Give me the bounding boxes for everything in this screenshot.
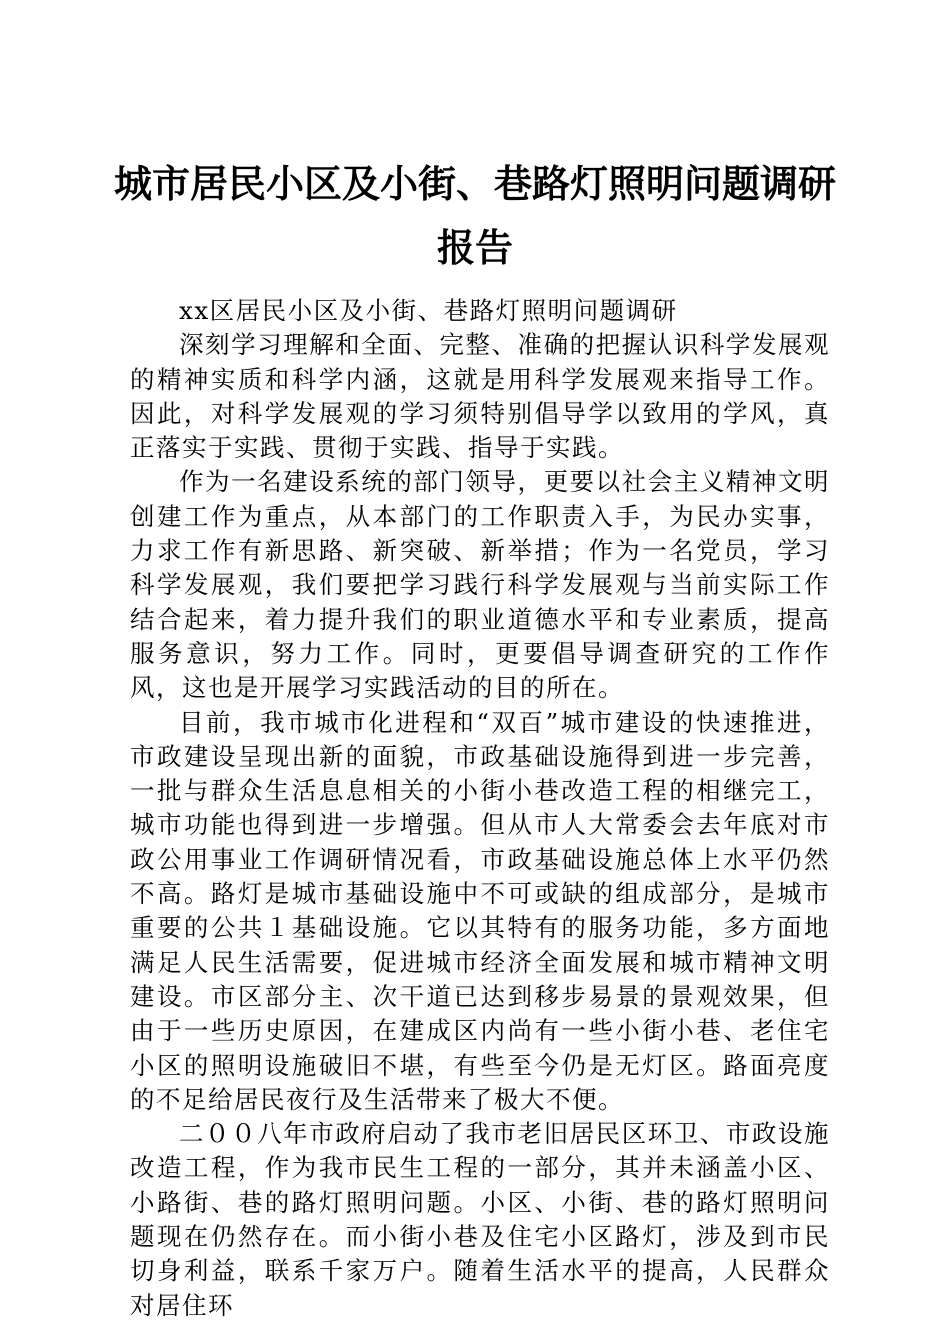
body-paragraph: 作为一名建设系统的部门领导，更要以社会主义精神文明创建工作为重点，从本部门的工作职责入手，为民办实事，力求工作有新思路、新突破、新举措；作为一名党员，学习科学发展观，我们要把学习践行科学发展观与当前实际工作结合起来，着力提升我们的职业道德水平和专业素质，提高服务意识，努力工作。同时，更要倡导调查研究的工作作风，这也是开展学习实践活动的目的所在。: [130, 467, 830, 703]
body-paragraph: 目前，我市城市化进程和“双百”城市建设的快速推进，市政建设呈现出新的面貌，市政基础设施得到进一步完善，一批与群众生活息息相关的小街小巷改造工程的相继完工，城市功能也得到进一步增强。但从市人大常委会去年底对市政公用事业工作调研情况看，市政基础设施总体上水平仍然不高。路灯是城市基础设施中不可或缺的组成部分，是城市重要的公共１基础设施。它以其特有的服务功能，多方面地满足人民生活需要，促进城市经济全面发展和城市精神文明建设。市区部分主、次干道已达到移步易景的景观效果，但由于一些历史原因，在建成区内尚有一些小街小巷、老住宅小区的照明设施破旧不堪，有些至今仍是无灯区。路面亮度的不足给居民夜行及生活带来了极大不便。: [130, 707, 830, 1114]
body-paragraph: 二００八年市政府启动了我市老旧居民区环卫、市政设施改造工程，作为我市民生工程的一部分，其并未涵盖小区、小路街、巷的路灯照明问题。小区、小街、巷的路灯照明问题现在仍然存在。而小街小巷及住宅小区路灯，涉及到市民切身利益，联系千家万户。随着生活水平的提高，人民群众对居住环: [130, 1119, 830, 1320]
document-body: [130, 294, 830, 1323]
body-paragraph: 深刻学习理解和全面、完整、准确的把握认识科学发展观的精神实质和科学内涵，这就是用科学发展观来指导工作。因此，对科学发展观的学习须特别倡导学以致用的学风，真正落实于实践、贯彻于实践、指导于实践。: [130, 330, 830, 463]
subtitle-paragraph: xx区居民小区及小街、巷路灯照明问题调研: [179, 296, 678, 325]
document-title: 城市居民小区及小街、巷路灯照明问题调研报告: [113, 161, 836, 270]
